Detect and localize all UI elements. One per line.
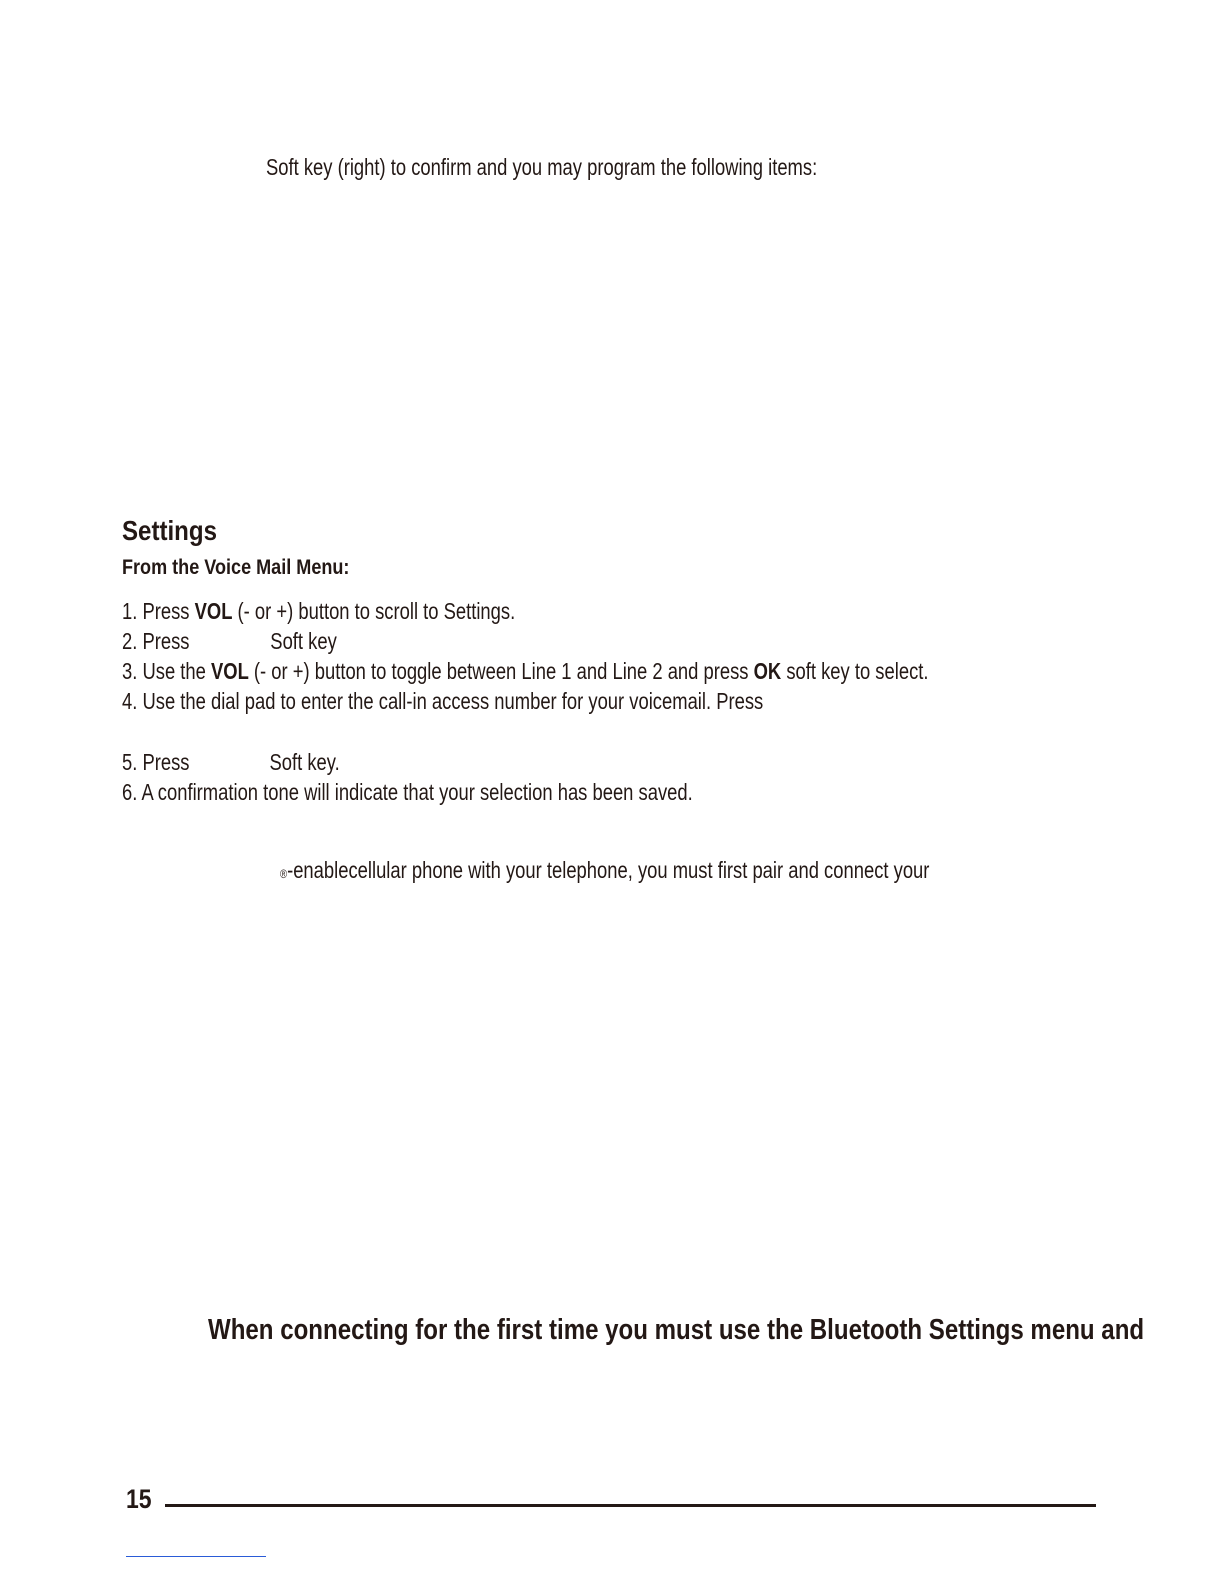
step-1-rest: (- or +) button to scroll to Settings. — [232, 598, 516, 624]
step-6 — [122, 777, 693, 807]
step-5-prefix: 5. Press — [122, 749, 190, 775]
step-2 — [122, 626, 337, 656]
section-subtitle: From the Voice Mail Menu: — [122, 556, 350, 579]
step-5-rest: Soft key. — [269, 749, 340, 775]
link-underline — [126, 1556, 266, 1557]
registered-mark: ® — [280, 867, 288, 881]
step-3 — [122, 656, 929, 686]
bluetooth-text-part2: cellular phone with your telephone, you must first pair and connect your — [348, 857, 930, 883]
step-3-vol: VOL — [210, 658, 249, 684]
bluetooth-text-part1: -enable — [287, 857, 349, 883]
step-3-prefix: 3. Use the — [122, 658, 211, 684]
step-5 — [122, 747, 340, 777]
step-3-ok: OK — [753, 658, 782, 684]
footer-rule — [165, 1504, 1096, 1507]
step-1-prefix: 1. Press — [122, 598, 195, 624]
bluetooth-pairing-text — [280, 855, 929, 885]
section-title: Settings — [122, 515, 218, 546]
intro-text: Soft key (right) to confirm and you may program the following items: — [266, 154, 818, 180]
step-1 — [122, 596, 515, 626]
step-2-prefix: 2. Press — [122, 628, 190, 654]
page-number: 15 — [126, 1484, 152, 1514]
step-3-middle: (- or +) button to toggle between Line 1 and Line 2 and press — [248, 658, 754, 684]
step-3-rest: soft key to select. — [781, 658, 929, 684]
bold-note: When connecting for the first time you must use the Bluetooth Settings menu and — [208, 1314, 1145, 1346]
step-2-rest: Soft key — [270, 628, 337, 654]
step-6-prefix: 6. A confirmation tone will indicate that your selection has been saved. — [122, 779, 693, 805]
step-1-vol: VOL — [194, 598, 233, 624]
step-4 — [122, 686, 763, 716]
step-4-prefix: 4. Use the dial pad to enter the call-in access number for your voicemail. Press — [122, 688, 764, 714]
